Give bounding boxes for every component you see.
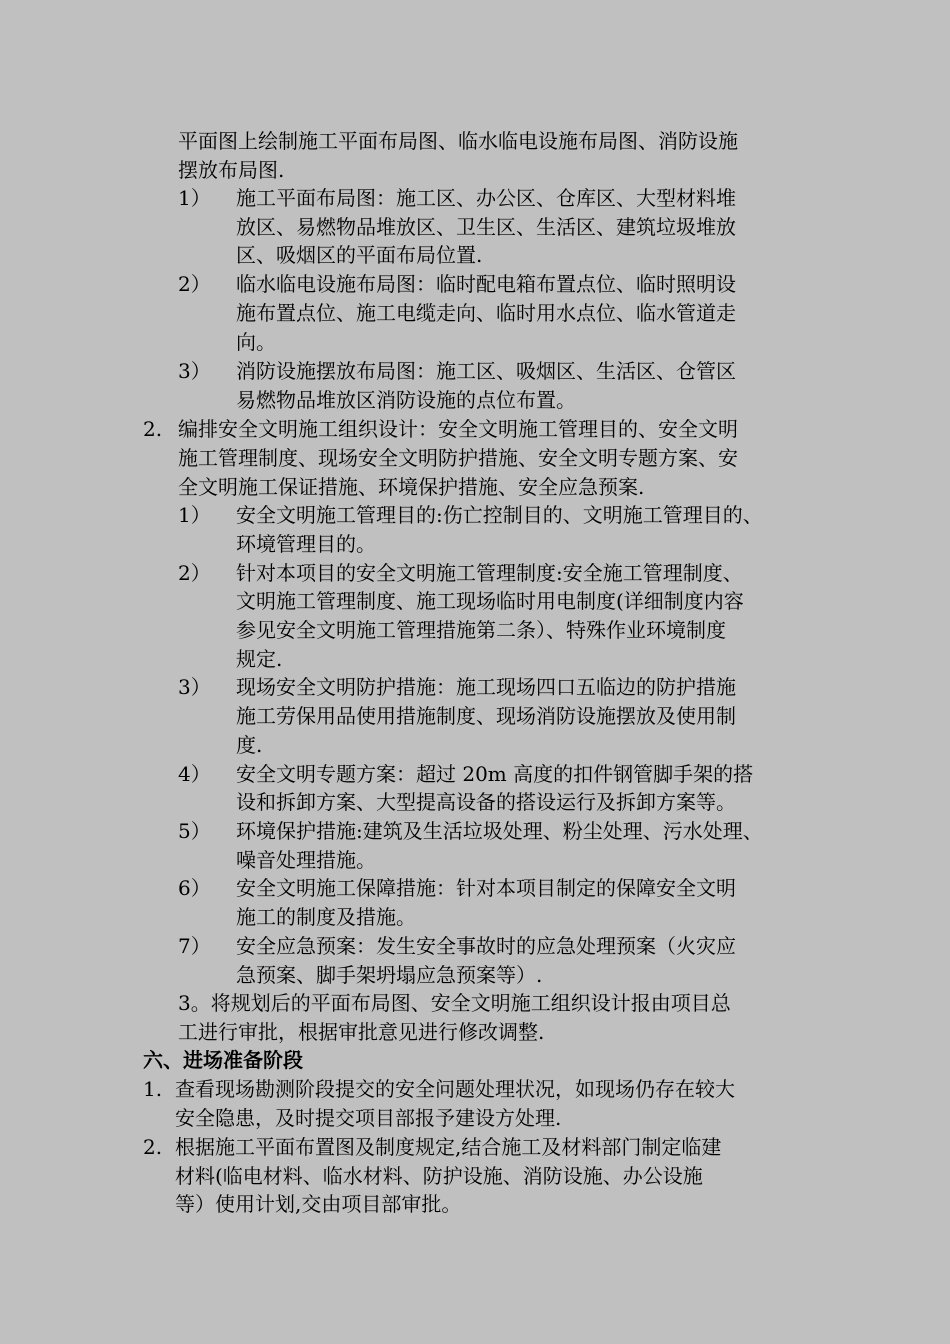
list-item-line: 现场安全文明防护措施：施工现场四口五临边的防护措施 [236,675,736,699]
list-item-line: 施工平面布局图：施工区、办公区、仓库区、大型材料堆 [236,186,736,210]
list-item-line: 易燃物品堆放区消防设施的点位布置。 [236,388,576,412]
list-item-line: 施布置点位、施工电缆走向、临时用水点位、临水管道走 [236,301,736,325]
intro-line-1: 平面图上绘制施工平面布局图、临水临电设施布局图、消防设施 [178,129,738,153]
list-item-line: 度. [236,733,263,757]
intro-line-2: 摆放布局图. [178,158,285,182]
list-number: 2） [178,561,211,585]
list-item-line: 设和拆卸方案、大型提高设备的搭设运行及拆卸方案等。 [236,790,736,814]
list-number: 1） [178,503,211,527]
list-number: 2. [143,417,163,441]
list-item-line: 环境管理目的。 [236,532,376,556]
list-number: 6） [178,876,211,900]
list-item-line: 消防设施摆放布局图：施工区、吸烟区、生活区、仓管区 [236,359,736,383]
list-number: 2） [178,272,211,296]
list-item-line: 安全隐患，及时提交项目部报予建设方处理. [175,1106,562,1130]
list-item-line: 针对本项目的安全文明施工管理制度:安全施工管理制度、 [236,561,743,585]
list-item-line: 施工管理制度、现场安全文明防护措施、安全文明专题方案、安 [178,446,738,470]
list-item-line: 区、吸烟区的平面布局位置. [236,243,483,267]
list-number: 1） [178,186,211,210]
list-item-line: 施工劳保用品使用措施制度、现场消防设施摆放及使用制 [236,704,736,728]
list-item-line: 放区、易燃物品堆放区、卫生区、生活区、建筑垃圾堆放 [236,215,736,239]
list-number: 7） [178,934,211,958]
list-item-line: 材料(临电材料、临水材料、防护设施、消防设施、办公设施 [175,1164,703,1188]
list-number: 1. [143,1077,163,1101]
list-item-line: 安全文明施工管理目的:伤亡控制目的、文明施工管理目的、 [236,503,763,527]
list-item-line: 向。 [236,330,276,354]
list-number: 4） [178,762,211,786]
list-item-line: 规定. [236,647,283,671]
list-number: 2. [143,1135,163,1159]
list-item-line: 查看现场勘测阶段提交的安全问题处理状况，如现场仍存在较大 [175,1077,735,1101]
list-item-line: 等）使用计划,交由项目部审批。 [175,1192,462,1216]
list-item-line: 施工的制度及措施。 [236,905,416,929]
list-item-line: 文明施工管理制度、施工现场临时用电制度(详细制度内容 [236,589,744,613]
list-number: 5） [178,819,211,843]
list-item-line: 安全文明施工保障措施：针对本项目制定的保障安全文明 [236,876,736,900]
list-item-line: 急预案、脚手架坍塌应急预案等）. [236,963,543,987]
list-item-line: 3。将规划后的平面布局图、安全文明施工组织设计报由项目总 [178,991,731,1015]
section-heading: 六、进场准备阶段 [143,1048,303,1072]
list-item-line: 安全文明专题方案：超过 20m 高度的扣件钢管脚手架的搭 [236,762,754,786]
list-item-line: 编排安全文明施工组织设计：安全文明施工管理目的、安全文明 [178,417,738,441]
list-number: 3） [178,359,211,383]
list-item-line: 根据施工平面布置图及制度规定,结合施工及材料部门制定临建 [175,1135,722,1159]
list-item-line: 全文明施工保证措施、环境保护措施、安全应急预案. [178,475,645,499]
list-item-line: 安全应急预案：发生安全事故时的应急处理预案（火灾应 [236,934,736,958]
list-item-line: 临水临电设施布局图：临时配电箱布置点位、临时照明设 [236,272,736,296]
list-item-line: 环境保护措施:建筑及生活垃圾处理、粉尘处理、污水处理、 [236,819,763,843]
list-item-line: 工进行审批，根据审批意见进行修改调整. [178,1020,545,1044]
list-number: 3） [178,675,211,699]
list-item-line: 参见安全文明施工管理措施第二条）、特殊作业环境制度 [236,618,726,642]
list-item-line: 噪音处理措施。 [236,848,376,872]
